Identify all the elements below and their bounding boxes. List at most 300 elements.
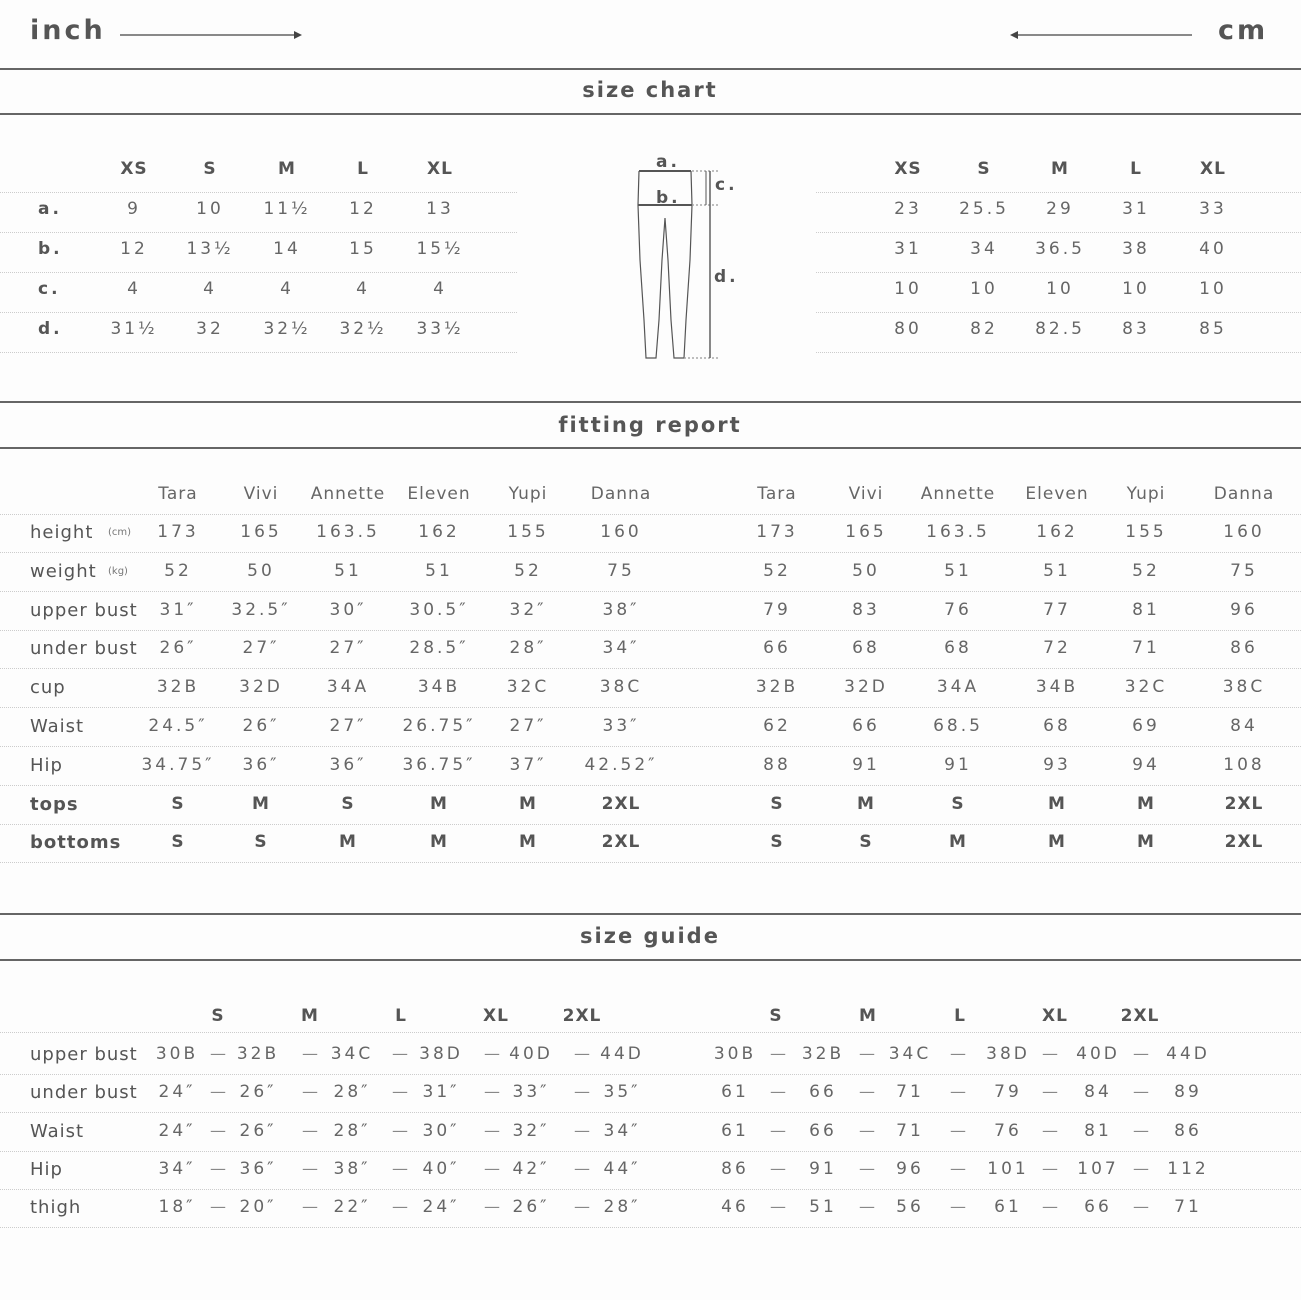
- table-cell: 36″: [242, 754, 280, 775]
- range-separator: —: [1042, 1044, 1058, 1063]
- range-separator: —: [484, 1158, 500, 1178]
- table-cell: S: [951, 793, 965, 814]
- table-cell: 68: [1043, 716, 1071, 736]
- table-cell: 10: [894, 279, 922, 299]
- table-cell: 11½: [263, 199, 311, 219]
- table-cell: 34″: [603, 1120, 641, 1141]
- table-cell: 86: [1174, 1120, 1202, 1141]
- table-cell: M: [252, 793, 270, 814]
- table-cell: 108: [1223, 754, 1265, 775]
- table-cell: 26″: [239, 1120, 277, 1141]
- table-cell: 2XL: [1224, 793, 1264, 814]
- table-cell: 66: [809, 1120, 837, 1141]
- table-cell: S: [859, 832, 873, 853]
- range-separator: —: [302, 1044, 318, 1063]
- table-cell: 9: [127, 199, 141, 219]
- table-cell: 51: [809, 1197, 837, 1218]
- table-cell: 160: [1223, 522, 1265, 542]
- table-cell: 30B: [155, 1044, 199, 1064]
- section-divider: [0, 68, 1301, 70]
- table-cell: 42″: [512, 1158, 550, 1179]
- unit-label: (kg): [108, 565, 128, 577]
- table-cell: M: [1137, 832, 1155, 853]
- range-separator: —: [392, 1120, 408, 1140]
- range-separator: —: [484, 1197, 500, 1217]
- table-cell: 32D: [844, 677, 888, 698]
- table-cell: 77: [1043, 599, 1071, 620]
- table-cell: 81: [1132, 599, 1160, 620]
- table-cell: 10: [196, 199, 224, 219]
- size-header-xl: XL: [427, 159, 453, 179]
- row-label: bottoms: [30, 832, 122, 854]
- table-cell: 34: [970, 239, 998, 259]
- table-cell: 80: [894, 319, 922, 339]
- table-cell: 75: [607, 560, 635, 581]
- table-cell: 31″: [422, 1082, 460, 1103]
- model-name: Tara: [757, 484, 797, 504]
- table-cell: 32B: [156, 677, 200, 698]
- table-cell: 10: [1046, 279, 1074, 299]
- table-cell: 155: [507, 522, 549, 542]
- range-separator: —: [1133, 1082, 1149, 1102]
- row-divider: [0, 352, 517, 354]
- size-header-2xl: 2XL: [562, 1006, 602, 1026]
- range-separator: —: [210, 1197, 226, 1217]
- range-separator: —: [950, 1082, 966, 1102]
- measure-label: b.: [38, 239, 63, 259]
- table-cell: 40D: [509, 1044, 553, 1064]
- table-cell: M: [1048, 832, 1066, 853]
- table-cell: 162: [1036, 522, 1078, 542]
- table-cell: 66: [763, 638, 791, 659]
- section-divider: [0, 959, 1301, 961]
- table-cell: 12: [349, 199, 377, 219]
- diagram-label-a: a.: [656, 152, 680, 172]
- range-separator: —: [950, 1120, 966, 1140]
- size-chart-title: size chart: [582, 78, 718, 102]
- table-cell: 52: [763, 560, 791, 581]
- table-cell: 173: [756, 522, 798, 542]
- table-cell: 10: [970, 279, 998, 299]
- table-cell: 15½: [416, 239, 464, 259]
- row-divider: [0, 785, 1301, 787]
- range-separator: —: [574, 1044, 590, 1063]
- size-header-xl: XL: [483, 1006, 509, 1026]
- range-separator: —: [392, 1082, 408, 1102]
- table-cell: 26.75″: [402, 716, 476, 736]
- table-cell: 79: [763, 599, 791, 620]
- table-cell: 28″: [603, 1197, 641, 1218]
- table-cell: 14: [273, 239, 301, 259]
- table-cell: 30″: [422, 1120, 460, 1141]
- table-cell: 51: [334, 560, 362, 581]
- row-label: Hip: [30, 1158, 63, 1180]
- table-cell: 79: [994, 1082, 1022, 1103]
- table-cell: 2XL: [1224, 832, 1264, 853]
- size-header-m: M: [301, 1006, 319, 1026]
- range-separator: —: [770, 1197, 786, 1217]
- table-cell: 32B: [755, 677, 799, 698]
- table-cell: 38C: [1222, 677, 1266, 698]
- size-header-s: S: [769, 1006, 783, 1026]
- arrow-left-icon: [1008, 27, 1194, 43]
- row-divider: [816, 352, 1301, 354]
- table-cell: 27″: [329, 716, 367, 736]
- range-separator: —: [302, 1158, 318, 1178]
- table-cell: 28″: [509, 638, 547, 659]
- measure-label: c.: [38, 279, 61, 299]
- model-name: Annette: [920, 484, 996, 504]
- range-separator: —: [392, 1044, 408, 1063]
- table-cell: 32C: [1124, 677, 1168, 698]
- size-header-s: S: [203, 159, 217, 179]
- row-divider: [0, 232, 517, 234]
- table-cell: 32B: [801, 1044, 845, 1064]
- row-divider: [0, 1112, 1301, 1114]
- table-cell: 163.5: [316, 522, 380, 542]
- table-cell: 32.5″: [231, 599, 291, 620]
- range-separator: —: [302, 1082, 318, 1102]
- table-cell: 20″: [239, 1197, 277, 1218]
- row-divider: [0, 272, 517, 274]
- section-divider: [0, 913, 1301, 915]
- table-cell: 82: [970, 319, 998, 339]
- table-cell: 155: [1125, 522, 1167, 542]
- table-cell: 96: [1230, 599, 1258, 620]
- range-separator: —: [484, 1120, 500, 1140]
- size-header-l: L: [1130, 159, 1142, 179]
- table-cell: M: [1137, 793, 1155, 814]
- range-separator: —: [950, 1158, 966, 1178]
- table-cell: 34.75″: [141, 754, 215, 775]
- size-header-l: L: [395, 1006, 407, 1026]
- range-separator: —: [859, 1044, 875, 1063]
- table-cell: 23: [894, 199, 922, 219]
- table-cell: 50: [852, 560, 880, 581]
- table-cell: 24″: [422, 1197, 460, 1218]
- table-cell: M: [519, 832, 537, 853]
- model-name: Danna: [590, 484, 652, 504]
- model-name: Yupi: [1126, 484, 1166, 504]
- table-cell: 83: [1122, 319, 1150, 339]
- table-cell: 88: [763, 754, 791, 775]
- table-cell: 4: [203, 279, 217, 299]
- table-cell: 34″: [602, 638, 640, 659]
- table-cell: 38D: [986, 1044, 1030, 1064]
- row-label: cup: [30, 677, 66, 699]
- table-cell: 89: [1174, 1082, 1202, 1103]
- table-cell: 37″: [509, 754, 547, 775]
- row-label: height: [30, 522, 94, 543]
- inch-unit-label: inch: [30, 15, 106, 46]
- table-cell: 4: [356, 279, 370, 299]
- measure-label: a.: [38, 199, 62, 219]
- table-cell: 31½: [110, 319, 158, 339]
- row-divider: [816, 272, 1301, 274]
- size-header-s: S: [211, 1006, 225, 1026]
- table-cell: M: [430, 832, 448, 853]
- range-separator: —: [210, 1120, 226, 1140]
- table-cell: 52: [164, 560, 192, 581]
- row-divider: [0, 514, 1301, 516]
- table-cell: M: [519, 793, 537, 814]
- size-header-l: L: [954, 1006, 966, 1026]
- size-header-l: L: [357, 159, 369, 179]
- model-name: Yupi: [508, 484, 548, 504]
- table-cell: 24″: [158, 1120, 196, 1141]
- table-cell: 173: [157, 522, 199, 542]
- table-cell: 93: [1043, 754, 1071, 775]
- table-cell: 51: [1043, 560, 1071, 581]
- range-separator: —: [1042, 1158, 1058, 1178]
- range-separator: —: [859, 1120, 875, 1140]
- table-cell: 51: [425, 560, 453, 581]
- range-separator: —: [1042, 1082, 1058, 1102]
- range-separator: —: [770, 1120, 786, 1140]
- table-cell: 61: [994, 1197, 1022, 1218]
- table-cell: 61: [721, 1082, 749, 1103]
- table-cell: 26″: [512, 1197, 550, 1218]
- range-separator: —: [574, 1158, 590, 1178]
- row-divider: [0, 707, 1301, 709]
- size-header-xs: XS: [894, 159, 922, 179]
- row-label: weight: [30, 560, 97, 582]
- table-cell: 32: [196, 319, 224, 339]
- table-cell: 27″: [242, 638, 280, 659]
- table-cell: 94: [1132, 754, 1160, 775]
- table-cell: 163.5: [926, 522, 990, 542]
- size-header-m: M: [859, 1006, 877, 1026]
- table-cell: S: [770, 793, 784, 814]
- table-cell: 33″: [602, 716, 640, 736]
- table-cell: 76: [944, 599, 972, 620]
- size-header-s: S: [977, 159, 991, 179]
- table-cell: 91: [852, 754, 880, 775]
- table-cell: 38D: [419, 1044, 463, 1064]
- row-divider: [0, 668, 1301, 670]
- size-header-xl: XL: [1042, 1006, 1068, 1026]
- model-name: Annette: [310, 484, 386, 504]
- row-label: Waist: [30, 716, 85, 737]
- row-label: thigh: [30, 1197, 82, 1219]
- range-separator: —: [1042, 1197, 1058, 1217]
- table-cell: 34C: [888, 1044, 932, 1064]
- size-header-m: M: [278, 159, 296, 179]
- table-cell: 28″: [333, 1082, 371, 1103]
- table-cell: 34B: [1035, 677, 1079, 698]
- table-cell: 4: [127, 279, 141, 299]
- table-cell: 81: [1084, 1120, 1112, 1141]
- table-cell: 52: [514, 560, 542, 581]
- row-divider: [0, 552, 1301, 554]
- row-divider: [0, 1227, 1301, 1229]
- row-label: upper bust: [30, 599, 138, 621]
- table-cell: 71: [896, 1082, 924, 1103]
- model-name: Eleven: [1025, 484, 1089, 504]
- table-cell: 91: [809, 1158, 837, 1179]
- table-cell: 32″: [509, 599, 547, 620]
- table-cell: 25.5: [959, 199, 1009, 219]
- table-cell: 18″: [158, 1197, 196, 1218]
- table-cell: 86: [721, 1158, 749, 1179]
- table-cell: 33: [1199, 199, 1227, 219]
- table-cell: 76: [994, 1120, 1022, 1141]
- row-divider: [0, 591, 1301, 593]
- table-cell: 32½: [263, 319, 311, 339]
- table-cell: 68.5: [933, 716, 983, 736]
- range-separator: —: [770, 1044, 786, 1063]
- range-separator: —: [484, 1082, 500, 1102]
- table-cell: 30B: [713, 1044, 757, 1064]
- diagram-label-b: b.: [656, 188, 681, 208]
- table-cell: 44″: [603, 1158, 641, 1179]
- range-separator: —: [302, 1120, 318, 1140]
- table-cell: 38: [1122, 239, 1150, 259]
- range-separator: —: [392, 1197, 408, 1217]
- row-label: Hip: [30, 754, 63, 776]
- table-cell: 34A: [326, 677, 370, 698]
- table-cell: 32C: [506, 677, 550, 698]
- table-cell: 40D: [1076, 1044, 1120, 1064]
- table-cell: 51: [944, 560, 972, 581]
- table-cell: 36″: [329, 754, 367, 775]
- table-cell: 84: [1084, 1082, 1112, 1103]
- row-divider: [0, 1032, 1301, 1034]
- table-cell: 28.5″: [409, 638, 469, 659]
- table-cell: 36.5: [1035, 239, 1085, 259]
- row-divider: [0, 1151, 1301, 1153]
- table-cell: 34A: [936, 677, 980, 698]
- table-cell: 84: [1230, 716, 1258, 736]
- table-cell: S: [254, 832, 268, 853]
- range-separator: —: [1133, 1197, 1149, 1217]
- table-cell: 38C: [599, 677, 643, 698]
- table-cell: 71: [1132, 638, 1160, 659]
- row-divider: [816, 232, 1301, 234]
- table-cell: 112: [1167, 1158, 1209, 1179]
- table-cell: M: [857, 793, 875, 814]
- table-cell: 15: [349, 239, 377, 259]
- table-cell: 10: [1199, 279, 1227, 299]
- table-cell: 10: [1122, 279, 1150, 299]
- table-cell: 85: [1199, 319, 1227, 339]
- table-cell: 31″: [159, 599, 197, 620]
- table-cell: 28″: [333, 1120, 371, 1141]
- table-cell: 83: [852, 599, 880, 620]
- table-cell: 13: [426, 199, 454, 219]
- table-cell: 75: [1230, 560, 1258, 581]
- size-header-xs: XS: [120, 159, 148, 179]
- size-header-xl: XL: [1200, 159, 1226, 179]
- unit-label: (cm): [108, 527, 132, 538]
- range-separator: —: [210, 1082, 226, 1102]
- table-cell: S: [341, 793, 355, 814]
- table-cell: 160: [600, 522, 642, 542]
- table-cell: 26″: [242, 716, 280, 736]
- table-cell: 38″: [602, 599, 640, 620]
- table-cell: 22″: [333, 1197, 371, 1218]
- row-divider: [0, 1189, 1301, 1191]
- table-cell: 36.75″: [402, 754, 476, 775]
- row-divider: [0, 746, 1301, 748]
- range-separator: —: [859, 1158, 875, 1178]
- table-cell: 50: [247, 560, 275, 581]
- row-divider: [0, 1074, 1301, 1076]
- arrow-right-icon: [118, 27, 304, 43]
- table-cell: 165: [240, 522, 282, 542]
- table-cell: M: [430, 793, 448, 814]
- table-cell: 34C: [330, 1044, 374, 1064]
- model-name: Vivi: [243, 484, 279, 504]
- row-divider: [0, 312, 517, 314]
- table-cell: 38″: [333, 1158, 371, 1179]
- table-cell: 30.5″: [409, 599, 469, 620]
- table-cell: 86: [1230, 638, 1258, 659]
- section-divider: [0, 113, 1301, 115]
- table-cell: 27″: [509, 716, 547, 736]
- table-cell: 91: [944, 754, 972, 775]
- range-separator: —: [210, 1158, 226, 1178]
- row-divider: [816, 192, 1301, 194]
- range-separator: —: [770, 1082, 786, 1102]
- table-cell: 26″: [159, 638, 197, 659]
- table-cell: 4: [433, 279, 447, 299]
- table-cell: M: [339, 832, 357, 853]
- table-cell: 4: [280, 279, 294, 299]
- table-cell: 29: [1046, 199, 1074, 219]
- range-separator: —: [950, 1044, 966, 1063]
- table-cell: 32″: [512, 1120, 550, 1141]
- range-separator: —: [574, 1120, 590, 1140]
- model-name: Vivi: [848, 484, 884, 504]
- diagram-label-d: d.: [714, 267, 739, 287]
- table-cell: 32B: [236, 1044, 280, 1064]
- table-cell: 31: [894, 239, 922, 259]
- row-divider: [0, 192, 517, 194]
- table-cell: 68: [852, 638, 880, 659]
- row-label: under bust: [30, 638, 138, 660]
- table-cell: S: [171, 832, 185, 853]
- model-name: Danna: [1213, 484, 1275, 504]
- table-cell: 107: [1077, 1158, 1119, 1179]
- table-cell: 82.5: [1035, 319, 1085, 339]
- range-separator: —: [302, 1197, 318, 1217]
- table-cell: 96: [896, 1158, 924, 1179]
- table-cell: 62: [763, 716, 791, 736]
- table-cell: 66: [852, 716, 880, 736]
- table-cell: 71: [896, 1120, 924, 1141]
- table-cell: 24.5″: [148, 716, 208, 736]
- size-guide-title: size guide: [580, 924, 720, 948]
- table-cell: M: [1048, 793, 1066, 814]
- model-name: Tara: [158, 484, 198, 504]
- range-separator: —: [770, 1158, 786, 1178]
- table-cell: 66: [1084, 1197, 1112, 1218]
- cm-unit-label: cm: [1218, 15, 1269, 46]
- table-cell: S: [770, 832, 784, 853]
- table-cell: 56: [896, 1197, 924, 1218]
- table-cell: 36″: [239, 1158, 277, 1179]
- range-separator: —: [859, 1082, 875, 1102]
- fitting-report-title: fitting report: [558, 413, 742, 437]
- table-cell: 30″: [329, 599, 367, 620]
- row-divider: [0, 824, 1301, 826]
- table-cell: 72: [1043, 638, 1071, 659]
- table-cell: 32D: [239, 677, 283, 698]
- range-separator: —: [1133, 1158, 1149, 1178]
- table-cell: 69: [1132, 716, 1160, 736]
- size-header-m: M: [1051, 159, 1069, 179]
